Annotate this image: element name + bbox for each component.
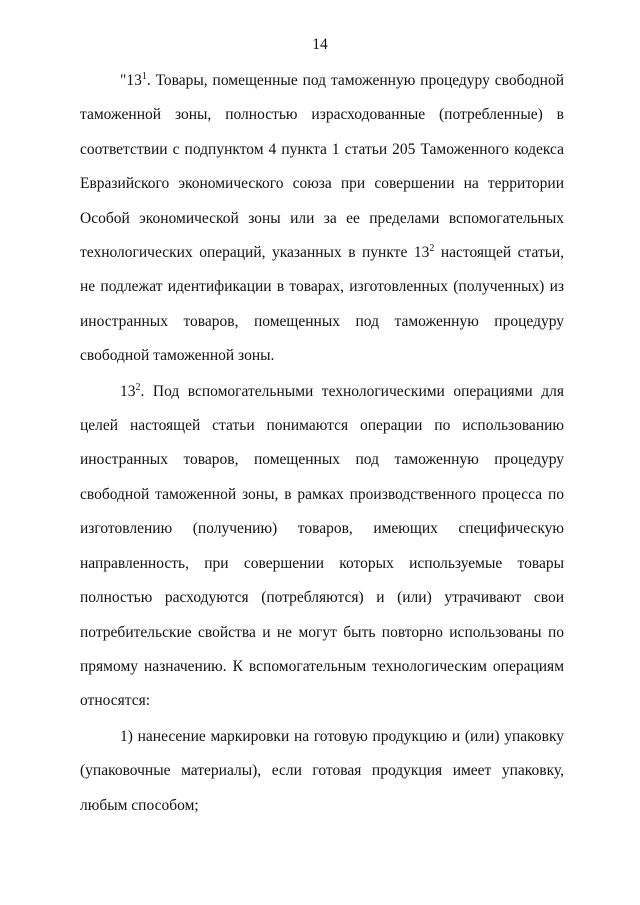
clause-superscript: 1 (141, 71, 147, 82)
paragraph-text: . Товары, помещенные под таможенную процедуру свободной таможенной зоны, полностью израсходованные (потребленные) в соответствии с подпунктом 4 пункта 1 статьи 205 Таможенного кодекса Евразийского экономического союза при совершении на территории Особой экономической зоны или за ее пределами вспомогательных технологических операций, указанных в пункте 13 (80, 72, 564, 262)
paragraph-13-1 (80, 64, 564, 374)
paragraph-text: 1) нанесение маркировки на готовую продукцию и (или) упаковку (упаковочные материалы), если готовая продукция имеет упаковку, любым способом; (80, 727, 564, 814)
paragraph-13-2 (80, 375, 564, 719)
clause-number: "13 (120, 72, 142, 89)
paragraph-text-continued: настоящей статьи, не подлежат идентификации в товарах, изготовленных (полученных) из иностранных товаров, помещенных под таможенную процедуру свободной таможенной зоны. (80, 244, 564, 365)
page-number: 14 (312, 36, 328, 53)
paragraph-text: . Под вспомогательными технологическими операциями для целей настоящей статьи понимаются операции по использованию иностранных товаров, помещенных под таможенную процедуру свободной таможенной зоны, в рамках производственного процесса по изготовлению (получению) товаров, имеющих специфическую направленность, при совершении которых используемые товары полностью расходуются (потребляются) и (или) утрачивают свои потребительские свойства и не могут быть повторно использованы по прямому назначению. К вспомогательным технологическим операциям относятся: (80, 382, 564, 710)
clause-number: 13 (120, 382, 136, 400)
reference-superscript: 2 (429, 243, 435, 255)
document-body (80, 64, 564, 823)
clause-superscript: 2 (135, 381, 141, 393)
list-item-1 (80, 720, 564, 823)
